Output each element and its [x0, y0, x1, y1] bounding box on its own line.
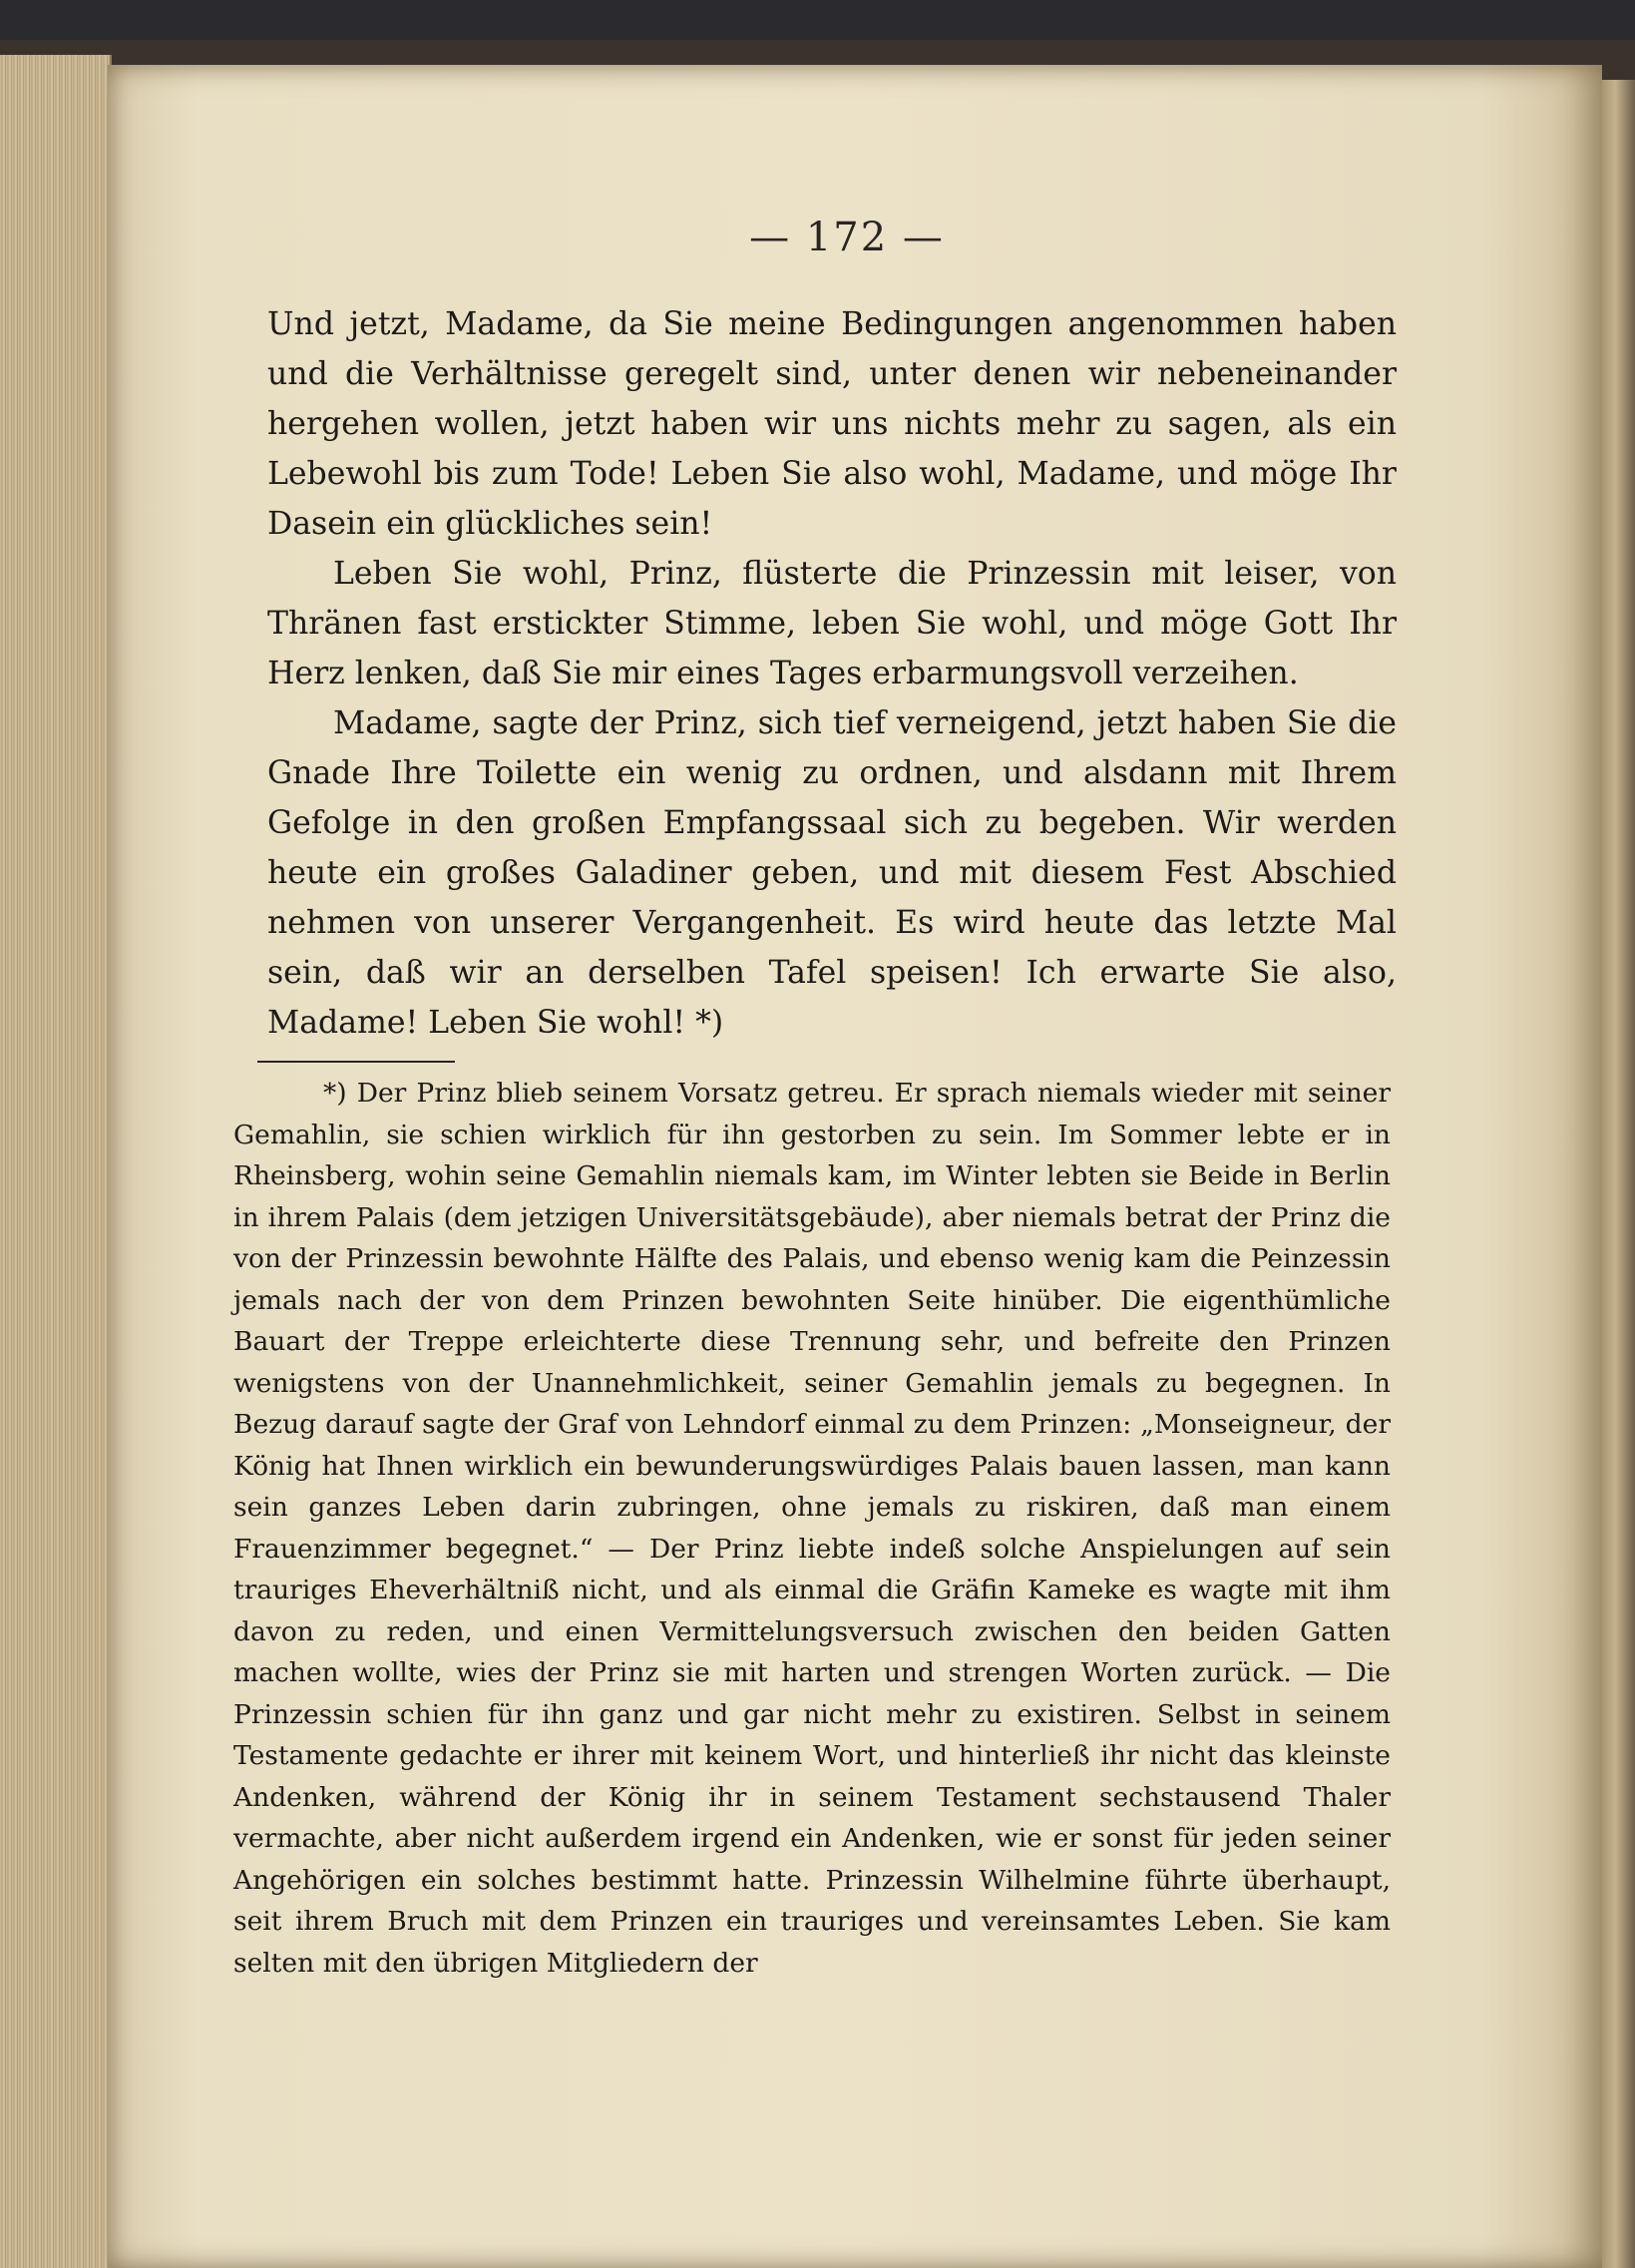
- footnote: [233, 1073, 1391, 1984]
- paragraph-2: Leben Sie wohl, Prinz, flüsterte die Prinzessin mit leiser, von Thränen fast erstickter Stimme, leben Sie wohl, und möge Gott Ihr Herz lenken, daß Sie mir eines Tages erbarmungsvoll verzeihen.: [267, 556, 1397, 691]
- main-text: [267, 299, 1397, 1048]
- paragraph-3: Madame, sagte der Prinz, sich tief verneigend, jetzt haben Sie die Gnade Ihre Toilette ein wenig zu ordnen, und alsdann mit Ihrem Gefolge in den großen Empfangssaal sich zu begeben. Wir werden heute ein großes Galadiner geben, und mit diesem Fest Abschied nehmen von unserer Vergangenheit. Es wird heute das letzte Mal sein, daß wir an derselben Tafel speisen! Ich erwarte Sie also, Madame! Leben Sie wohl! *): [267, 705, 1397, 1041]
- paragraph-1: Und jetzt, Madame, da Sie meine Bedingungen angenommen haben und die Verhältnisse geregelt sind, unter denen wir nebeneinander hergehen wollen, jetzt haben wir uns nichts mehr zu sagen, als ein Lebewohl bis zum Tode! Leben Sie also wohl, Madame, und möge Ihr Dasein ein glückliches sein!: [267, 306, 1397, 542]
- page-number: — 172 —: [749, 215, 945, 260]
- footnote-divider: [257, 1061, 455, 1063]
- footnote-text: *) Der Prinz blieb seinem Vorsatz getreu. Er sprach niemals wieder mit seiner Gemahlin, sie schien wirklich für ihn gestorben zu sein. Im Sommer lebte er in Rheinsberg, wohin seine Gemahlin niemals kam, im Winter lebten sie Beide in Berlin in ihrem Palais (dem jetzigen Universitätsgebäude), aber niemals betrat der Prinz die von der Prinzessin bewohnte Hälfte des Palais, und ebenso wenig kam die Peinzessin jemals nach der von dem Prinzen bewohnten Seite hinüber. Die eigenthümliche Bauart der Treppe erleichterte diese Trennung sehr, und befreite den Prinzen wenigstens von der Unannehmlichkeit, seiner Gemahlin jemals zu begegnen. In Bezug darauf sagte der Graf von Lehndorf einmal zu dem Prinzen: „Monseigneur, der König hat Ihnen wirklich ein bewunderungswürdiges Palais bauen lassen, man kann sein ganzes Leben darin zubringen, ohne jemals zu riskiren, daß man einem Frauenzimmer begegnet.“ — Der Prinz liebte indeß solche Anspielungen auf sein trauriges Eheverhältniß nicht, und als einmal die Gräfin Kameke es wagte mit ihm davon zu reden, und einen Vermittelungsversuch zwischen den beiden Gatten machen wollte, wies der Prinz sie mit harten und strengen Worten zurück. — Die Prinzessin schien für ihn ganz und gar nicht mehr zu existiren. Selbst in seinem Testamente gedachte er ihrer mit keinem Wort, und hinterließ ihr nicht das kleinste Andenken, während der König ihr in seinem Testament sechstausend Thaler vermachte, aber nicht außerdem irgend ein Andenken, wie er sonst für jeden seiner Angehörigen ein solches bestimmt hatte. Prinzessin Wilhelmine führte überhaupt, seit ihrem Bruch mit dem Prinzen ein trauriges und vereinsamtes Leben. Sie kam selten mit den übrigen Mitgliedern der: [233, 1078, 1391, 1979]
- right-page-edge: [1602, 80, 1635, 2268]
- page-edges: [0, 55, 112, 2268]
